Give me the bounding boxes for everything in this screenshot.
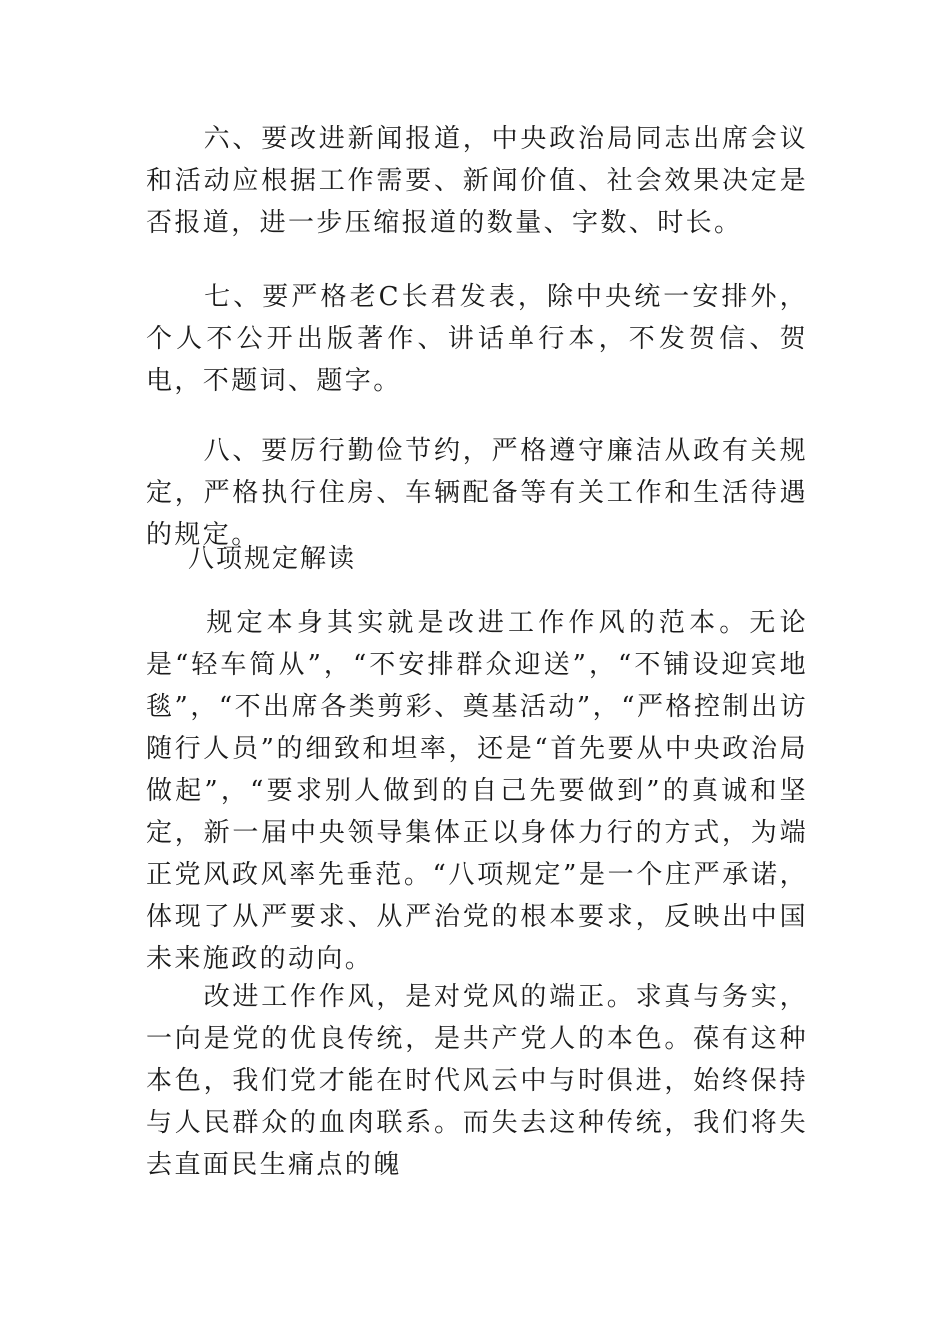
section-heading: 八项规定解读 — [188, 544, 357, 574]
paragraph-item-six: 六、要改进新闻报道，中央政治局同志出席会议和活动应根据工作需要、新闻价值、社会效果决定是否报道，进一步压缩报道的数量、字数、时长。 — [146, 124, 808, 238]
paragraph-item-seven: 七、要严格老C长君发表，除中央统一安排外，个人不公开出版著作、讲话单行本，不发贺信、贺电，不题词、题字。 — [146, 282, 808, 396]
paragraph-item-eight: 八、要厉行勤俭节约，严格遵守廉洁从政有关规定，严格执行住房、车辆配备等有关工作和生活待遇的规定。 — [146, 436, 808, 550]
body-paragraph-work-style: 改进工作作风，是对党风的端正。求真与务实，一向是党的优良传统，是共产党人的本色。葆有这种本色，我们党才能在时代风云中与时俱进，始终保持与人民群众的血肉联系。而失去这种传统，我们将失去直面民生痛点的魄 — [146, 982, 808, 1180]
body-paragraph-interpretation: 规定本身其实就是改进工作作风的范本。无论是“轻车简从”，“不安排群众迎送”，“不铺设迎宾地毯”，“不出席各类剪彩、奠基活动”，“严格控制出访随行人员”的细致和坦率，还是“首先要从中央政治局做起”，“要求别人做到的自己先要做到”的真诚和坚定，新一届中央领导集体正以身体力行的方式，为端正党风政风率先垂范。“八项规定”是一个庄严承诺，体现了从严要求、从严治党的根本要求，反映出中国未来施政的动向。 — [146, 608, 808, 974]
